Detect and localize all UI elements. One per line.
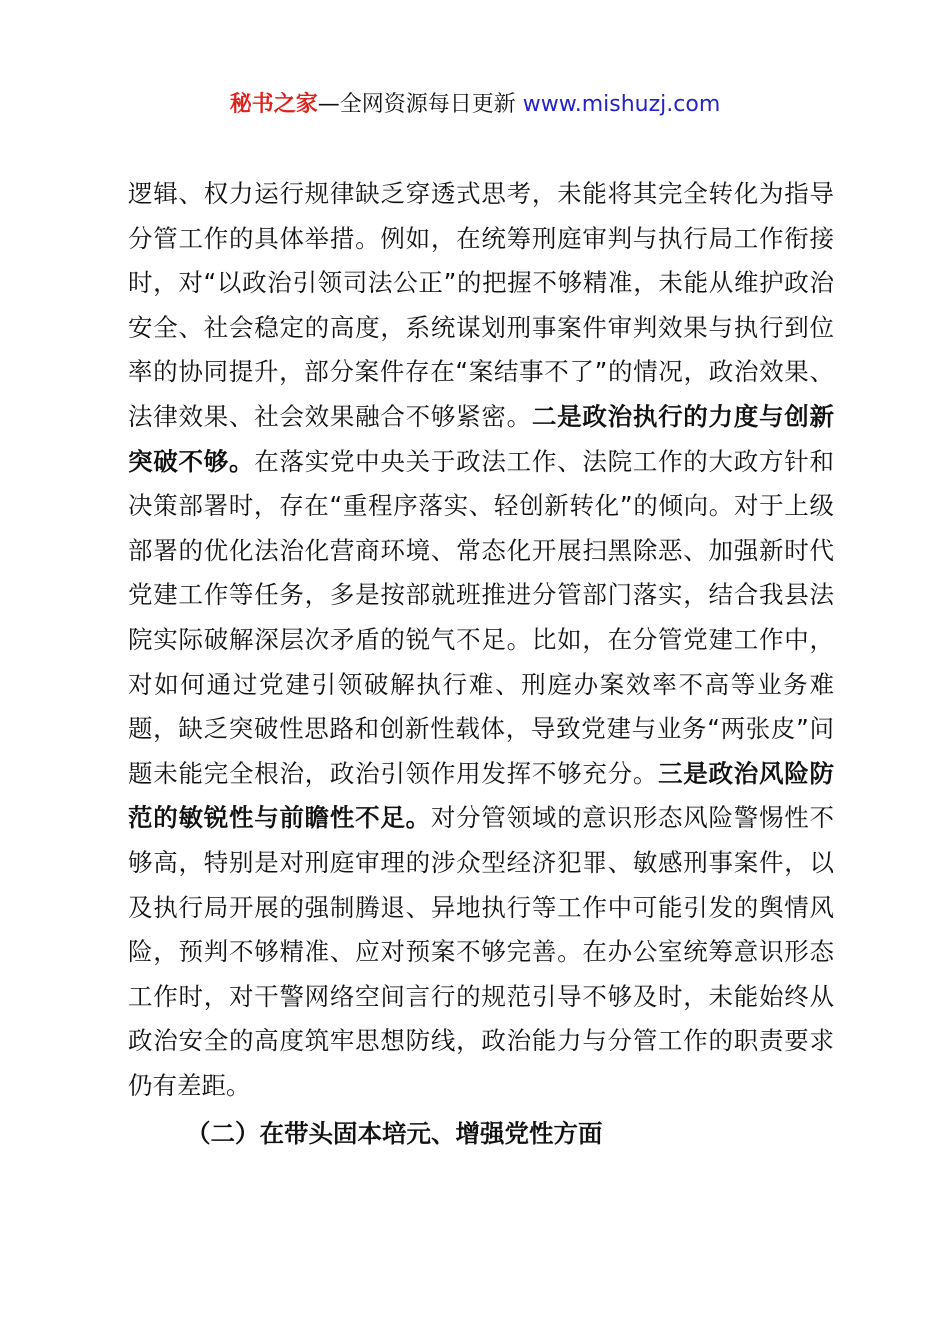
paragraph-text-3: 对分管领域的意识形态风险警惕性不够高，特别是对刑庭审理的涉众型经济犯罪、敏感刑事案件，以及执行局开展的强制腾退、异地执行等工作中可能引发的舆情风险，预判不够精准、应对预案不够完善。在办公室统筹意识形态工作时，对干警网络空间言行的规范引导不够及时，未能始终从政治安全的高度筑牢思想防线，政治能力与分管工作的职责要求仍有差距。 <box>128 803 835 1100</box>
paragraph-text-1: 逻辑、权力运行规律缺乏穿透式思考，未能将其完全转化为指导分管工作的具体举措。例如，在统筹刑庭审判与执行局工作衔接时，对“以政治引领司法公正”的把握不够精准，未能从维护政治安全、社会稳定的高度，系统谋划刑事案件审判效果与执行到位率的协同提升，部分案件存在“案结事不了”的情况，政治效果、法律效果、社会效果融合不够紧密。 <box>128 179 834 431</box>
paragraph-text-2: 在落实党中央关于政法工作、法院工作的大政方针和决策部署时，存在“重程序落实、轻创新转化”的倾向。对于上级部署的优化法治化营商环境、常态化开展扫黑除恶、加强新时代党建工作等任务，多是按部就班推进分管部门落实，结合我县法院实际破解深层次矛盾的锐气不足。比如，在分管党建工作中，对如何通过党建引领破解执行难、刑庭办案效率不高等业务难题，缺乏突破性思路和创新性载体，导致党建与业务“两张皮”问题未能完全根治，政治引领作用发挥不够充分。 <box>128 446 835 788</box>
brand-name: 秘书之家 <box>229 92 318 117</box>
header-url: www.mishuzj.com <box>515 92 721 117</box>
section-heading: （二）在带头固本培元、增强党性方面 <box>186 1119 603 1148</box>
header-tagline: —全网资源每日更新 <box>317 92 516 117</box>
bold-point-3: 三是政治风险防范的敏锐性与前瞻性不足。 <box>128 758 835 833</box>
bold-point-2: 二是政治执行的力度与创新突破不够。 <box>128 401 835 476</box>
body-paragraph <box>128 172 834 1108</box>
page-header <box>0 88 950 122</box>
